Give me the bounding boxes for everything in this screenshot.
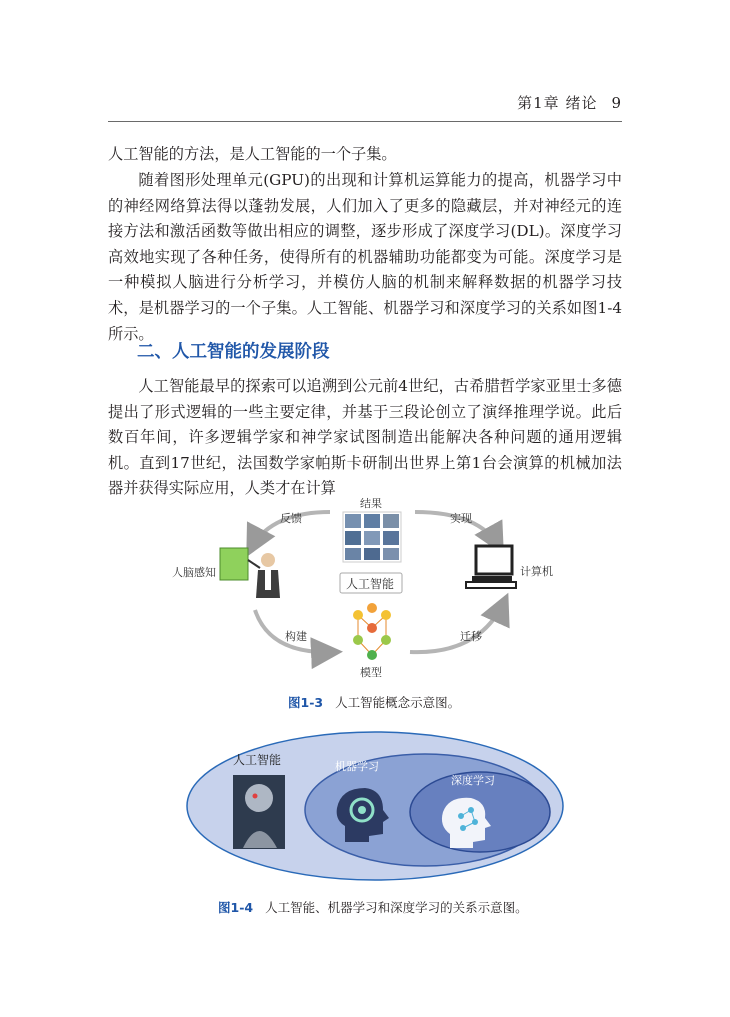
figure-1-3-text: 人工智能概念示意图。 bbox=[335, 695, 461, 710]
figure-ai-concept bbox=[160, 490, 580, 690]
computer-label: 计算机 bbox=[520, 565, 553, 578]
human-presenter-icon bbox=[220, 548, 280, 598]
neural-network-icon bbox=[353, 603, 391, 660]
figure-1-3-number: 图1-3 bbox=[288, 695, 324, 710]
computer-icon bbox=[466, 546, 516, 588]
build-label: 构建 bbox=[285, 630, 307, 643]
chapter-title: 第1章 绪论 bbox=[517, 94, 598, 112]
results-label: 结果 bbox=[360, 497, 382, 510]
realize-label: 实现 bbox=[450, 512, 472, 525]
arrow-transfer bbox=[410, 600, 505, 652]
robot-image bbox=[233, 775, 285, 849]
figure-1-4-number: 图1-4 bbox=[218, 900, 254, 915]
feedback-label: 反馈 bbox=[280, 512, 302, 525]
running-header bbox=[517, 92, 622, 113]
model-label: 模型 bbox=[360, 666, 382, 679]
dl-label: 深度学习 bbox=[451, 774, 495, 787]
ai-center-label: 人工智能 bbox=[346, 577, 395, 591]
brain-perception-label: 人脑感知 bbox=[172, 566, 216, 579]
figure-1-4-caption bbox=[218, 898, 528, 916]
figure-ai-ml-dl-relationship bbox=[185, 730, 565, 882]
figure-1-3-caption bbox=[288, 693, 460, 711]
page-number: 9 bbox=[611, 94, 622, 112]
header-rule bbox=[108, 121, 622, 122]
results-image-grid bbox=[343, 512, 401, 562]
figure-1-4-text: 人工智能、机器学习和深度学习的关系示意图。 bbox=[265, 900, 528, 915]
transfer-label: 迁移 bbox=[460, 630, 482, 643]
ai-label: 人工智能 bbox=[233, 753, 282, 767]
paragraph-1: 人工智能的方法，是人工智能的一个子集。 bbox=[108, 145, 397, 163]
paragraph-2: 随着图形处理单元(GPU)的出现和计算机运算能力的提高，机器学习中的神经网络算法得以蓬勃发展，人们加入了更多的隐藏层，并对神经元的连接方法和激活函数等做出相应的调整，逐步形成了深度学习(DL)。深度学习高效地实现了各种任务，使得所有的机器辅助功能都变为可能。深度学习是一种模拟人脑进行分析学习，并模仿人脑的机制来解释数据的机器学习技术，是机器学习的一个子集。人工智能、机器学习和深度学习的关系如图1-4所示。 bbox=[108, 171, 622, 343]
paragraph-3: 人工智能最早的探索可以追溯到公元前4世纪，古希腊哲学家亚里士多德提出了形式逻辑的一些主要定律，并基于三段论创立了演绎推理学说。此后数百年间，许多逻辑学家和神学家试图制造出能解决各种问题的通用逻辑机。直到17世纪，法国数学家帕斯卡研制出世界上第1台会演算的机械加法器并获得实际应用，人类才在计算 bbox=[108, 377, 622, 498]
section-title: 二、人工智能的发展阶段 bbox=[137, 342, 330, 362]
ml-label: 机器学习 bbox=[335, 760, 379, 773]
